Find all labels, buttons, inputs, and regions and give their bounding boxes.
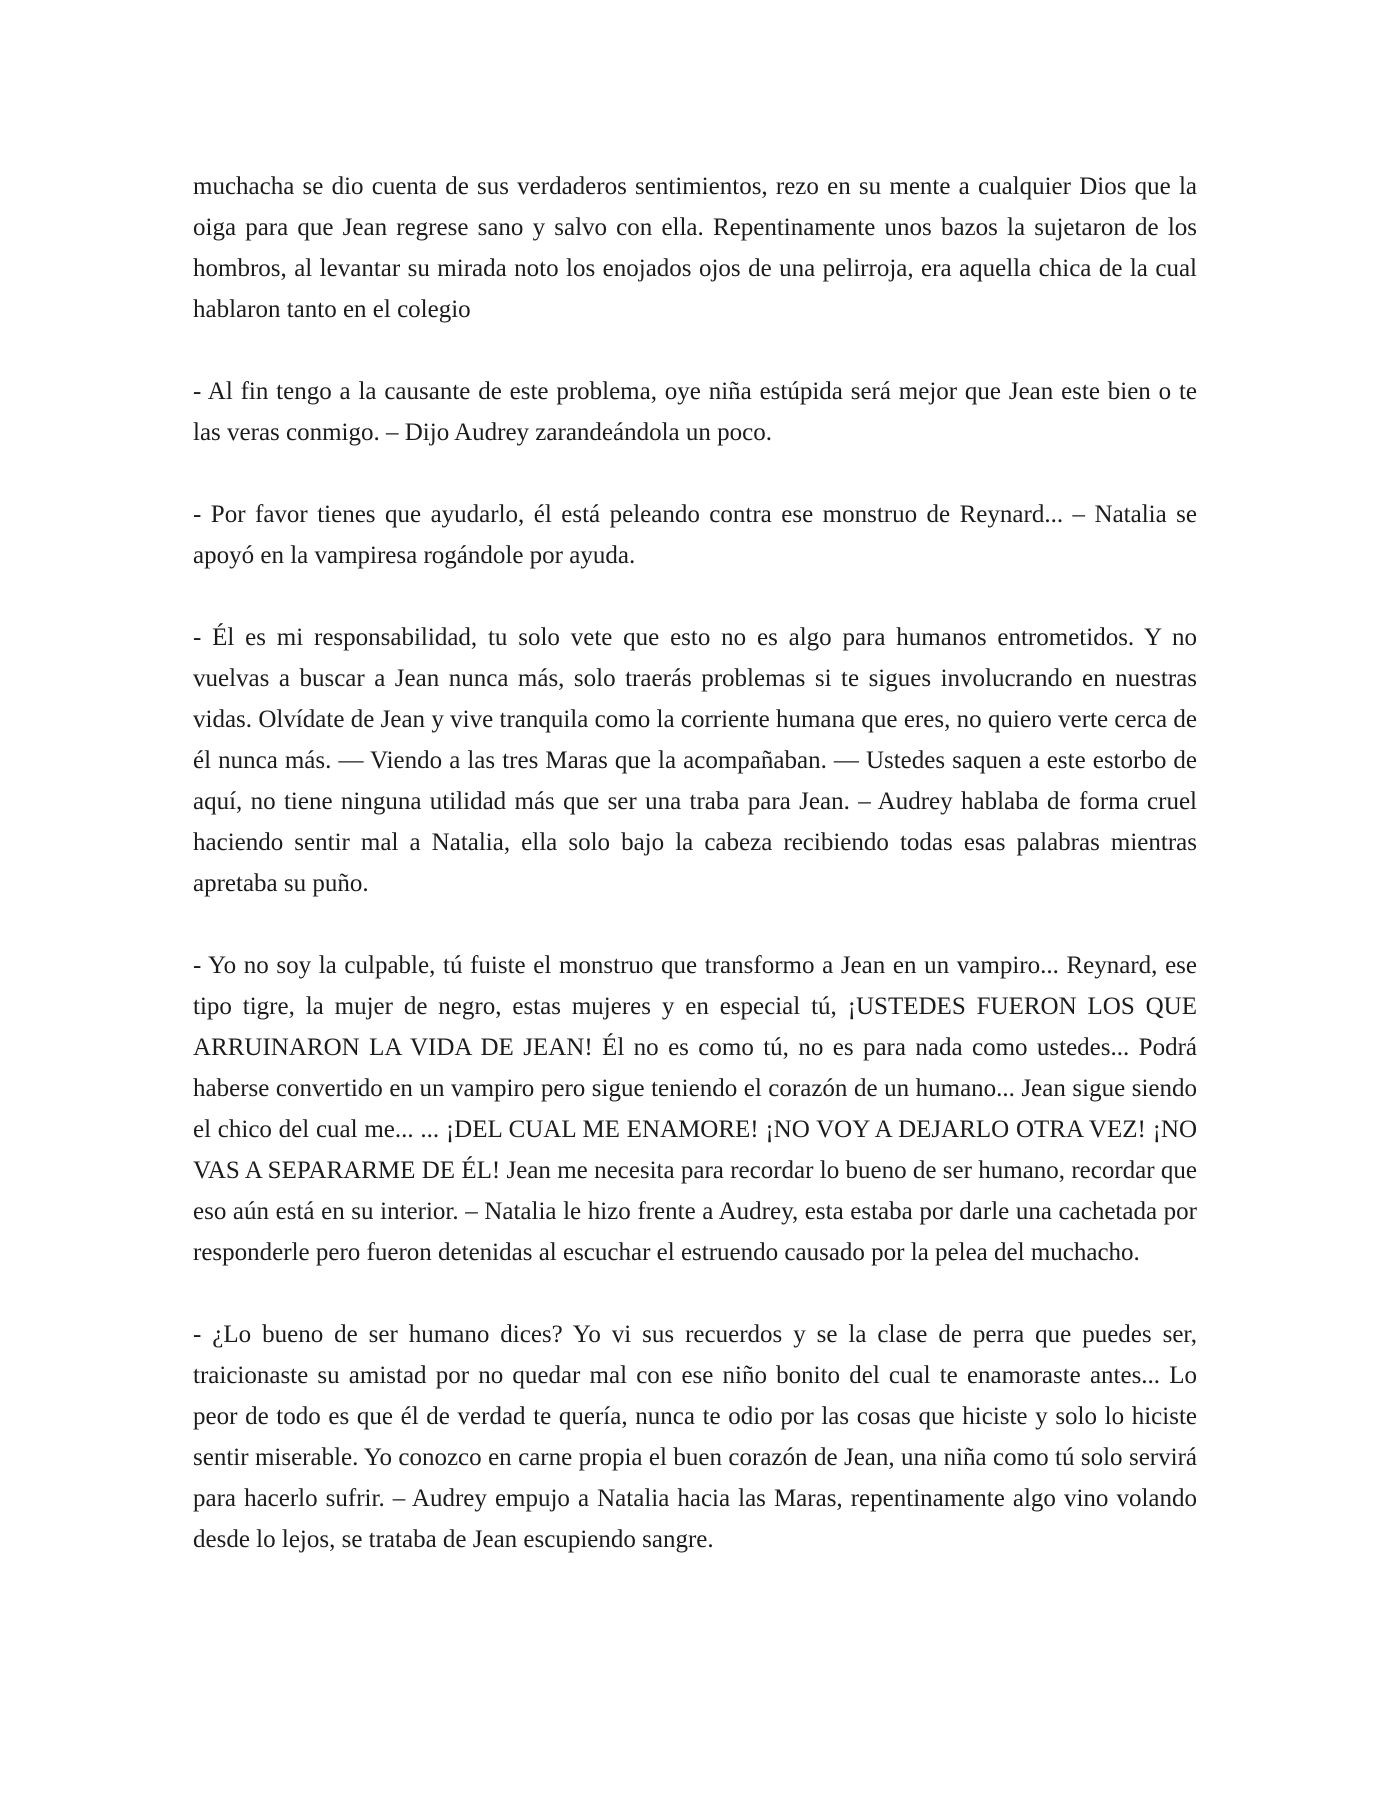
paragraph: - ¿Lo bueno de ser humano dices? Yo vi sus recuerdos y se la clase de perra que puedes ser, traicionaste su amistad por no quedar mal con ese niño bonito del cual te enamoraste antes... Lo peor de todo es que él de verdad te quería, nunca te odio por las cosas que hiciste y solo lo hiciste sentir miserable. Yo conozco en carne propia el buen corazón de Jean, una niña como tú solo servirá para hacerlo sufrir. – Audrey empujo a Natalia hacia las Maras, repentinamente algo vino volando desde lo lejos, se trataba de Jean escupiendo sangre. — [193, 1321, 1197, 1553]
paragraph: - Al fin tengo a la causante de este problema, oye niña estúpida será mejor que Jean este bien o te las veras conmigo. – Dijo Audrey zarandeándola un poco. — [193, 378, 1197, 446]
text-column — [193, 166, 1197, 1560]
paragraph: - Por favor tienes que ayudarlo, él está peleando contra ese monstruo de Reynard... – Natalia se apoyó en la vampiresa rogándole por ayuda. — [193, 501, 1197, 569]
paragraph: muchacha se dio cuenta de sus verdaderos sentimientos, rezo en su mente a cualquier Dios que la oiga para que Jean regrese sano y salvo con ella. Repentinamente unos bazos la sujetaron de los hombros, al levantar su mirada noto los enojados ojos de una pelirroja, era aquella chica de la cual hablaron tanto en el colegio — [193, 173, 1197, 323]
paragraph: - Él es mi responsabilidad, tu solo vete que esto no es algo para humanos entrometidos. Y no vuelvas a buscar a Jean nunca más, solo traerás problemas si te sigues involucrando en nuestras vidas. Olvídate de Jean y vive tranquila como la corriente humana que eres, no quiero verte cerca de él nunca más. — Viendo a las tres Maras que la acompañaban. — Ustedes saquen a este estorbo de aquí, no tiene ninguna utilidad más que ser una traba para Jean. – Audrey hablaba de forma cruel haciendo sentir mal a Natalia, ella solo bajo la cabeza recibiendo todas esas palabras mientras apretaba su puño. — [193, 624, 1197, 897]
paragraph: - Yo no soy la culpable, tú fuiste el monstruo que transformo a Jean en un vampiro... Reynard, ese tipo tigre, la mujer de negro, estas mujeres y en especial tú, ¡USTEDES FUERON LOS QUE ARRUINARON LA VIDA DE JEAN! Él no es como tú, no es para nada como ustedes... Podrá haberse convertido en un vampiro pero sigue teniendo el corazón de un humano... Jean sigue siendo el chico del cual me... ... ¡DEL CUAL ME ENAMORE! ¡NO VOY A DEJARLO OTRA VEZ! ¡NO VAS A SEPARARME DE ÉL! Jean me necesita para recordar lo bueno de ser humano, recordar que eso aún está en su interior. – Natalia le hizo frente a Audrey, esta estaba por darle una cachetada por responderle pero fueron detenidas al escuchar el estruendo causado por la pelea del muchacho. — [193, 952, 1197, 1266]
